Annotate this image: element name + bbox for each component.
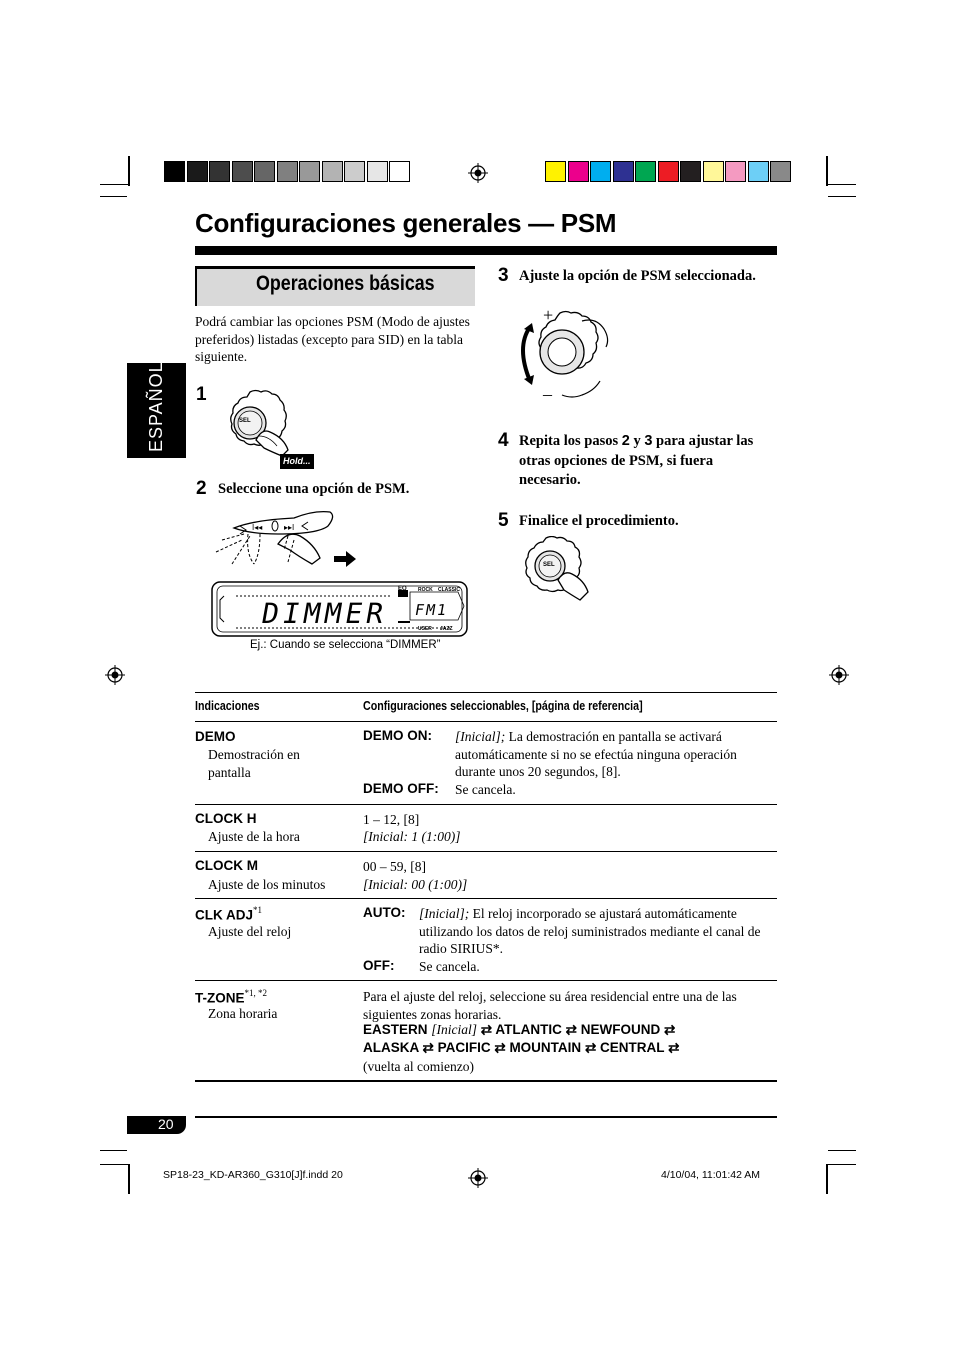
page-footer-rule <box>195 1116 777 1118</box>
step-number: 5 <box>498 510 509 531</box>
timezone-item: ATLANTIC <box>495 1022 562 1037</box>
page-number: 20 <box>158 1116 174 1132</box>
display-band-text: FM1 <box>413 601 450 619</box>
skip-button-illustration <box>208 504 358 576</box>
color-swatch <box>613 161 634 182</box>
color-swatch <box>748 161 769 182</box>
timezone-item: ALASKA <box>363 1040 419 1055</box>
row-value <box>419 905 774 958</box>
table-rule <box>195 804 777 805</box>
step-ref: 2 <box>621 433 630 449</box>
crop-mark <box>826 184 856 185</box>
registration-mark-icon <box>829 665 849 685</box>
display-eq-text: EQ <box>398 586 407 592</box>
crop-mark <box>828 196 856 197</box>
color-swatch <box>322 161 343 182</box>
step-number: 2 <box>196 478 207 499</box>
timezone-sequence-line-1 <box>363 1022 675 1038</box>
step-text: para ajustar las otras opciones de PSM, si fuera necesario. <box>519 433 754 488</box>
timezone-loop-note: (vuelta al comienzo) <box>363 1059 474 1074</box>
svg-text:▸▸I: ▸▸I <box>284 523 295 532</box>
step-number: 1 <box>196 384 207 405</box>
sel-button-label: SEL <box>239 418 251 424</box>
color-swatch <box>187 161 208 182</box>
step-number: 3 <box>498 265 509 286</box>
row-key: DEMO ON: <box>363 728 432 743</box>
footer-timestamp: 4/10/04, 11:01:42 AM <box>661 1169 761 1181</box>
display-user-text: USER <box>418 626 432 632</box>
row-value: Para el ajuste del reloj, seleccione su área residencial entre una de las siguientes zonas horarias. <box>363 989 737 1022</box>
page-number-tab <box>127 1116 186 1134</box>
table-header-configuraciones: Configuraciones seleccionables, [página de referencia] <box>363 698 643 713</box>
svg-text:I◂◂: I◂◂ <box>252 523 263 532</box>
color-swatch <box>367 161 388 182</box>
registration-mark-icon <box>105 665 125 685</box>
timezone-sequence-line-2 <box>363 1040 679 1056</box>
color-swatch <box>299 161 320 182</box>
row-value: 1 – 12, [8] <box>363 812 420 827</box>
display-caption: Ej.: Cuando se selecciona “DIMMER” <box>250 639 441 651</box>
color-swatch <box>725 161 746 182</box>
step-4-text <box>519 432 774 491</box>
timezone-item: EASTERN <box>363 1022 428 1037</box>
row-value: 00 – 59, [8] <box>363 859 426 874</box>
cycle-arrow-icon: ⇄ <box>663 1022 676 1037</box>
timezone-item: MOUNTAIN <box>509 1040 582 1055</box>
row-name-wrap <box>195 905 262 924</box>
row-desc: Zona horaria <box>208 1006 278 1021</box>
crop-mark <box>826 156 828 186</box>
color-swatch <box>635 161 656 182</box>
table-rule <box>195 692 777 693</box>
row-key: AUTO: <box>363 905 406 920</box>
hold-label: Hold... <box>283 456 311 466</box>
table-rule <box>195 721 777 722</box>
timezone-item: CENTRAL <box>600 1040 665 1055</box>
row-desc: Ajuste de los minutos <box>208 877 326 892</box>
crop-mark <box>128 1164 130 1194</box>
table-rule <box>195 851 777 852</box>
crop-mark <box>100 1150 127 1151</box>
color-swatch <box>658 161 679 182</box>
color-swatch <box>545 161 566 182</box>
row-name: CLK ADJ <box>195 907 254 923</box>
page-title: Configuraciones generales — PSM <box>195 208 617 238</box>
row-key: OFF: <box>363 958 395 973</box>
table-rule <box>195 898 777 899</box>
footer-file-name: SP18-23_KD-AR360_G310[J]f.indd 20 <box>163 1169 343 1181</box>
color-swatch <box>770 161 791 182</box>
crop-mark <box>128 156 130 186</box>
intro-paragraph: Podrá cambiar las opciones PSM (Modo de ajustes preferidos) listadas (excepto para SID) en la tabla siguiente. <box>195 314 470 364</box>
cycle-arrow-icon: ⇄ <box>565 1022 577 1037</box>
color-swatch <box>209 161 230 182</box>
timezone-item: PACIFIC <box>437 1040 491 1055</box>
step-text: y <box>629 433 645 449</box>
row-value-text: El reloj incorporado se ajustará automáticamente utilizando los datos de reloj suministrados mediante el canal de radio SIRIUS*. <box>419 906 761 956</box>
color-swatch <box>703 161 724 182</box>
plus-sign: + <box>543 305 554 325</box>
control-dial-illustration <box>510 305 620 405</box>
cycle-arrow-icon: ⇄ <box>480 1022 493 1037</box>
crop-mark <box>826 1164 828 1194</box>
language-tab-label: ESPAÑOL <box>146 361 166 452</box>
minus-sign: – <box>543 384 552 404</box>
step-text: Seleccione una opción de PSM. <box>218 481 410 497</box>
table-rule <box>195 1080 777 1082</box>
title-rule <box>195 246 777 255</box>
crop-mark <box>100 184 130 185</box>
crop-mark <box>100 1164 130 1165</box>
color-swatch <box>344 161 365 182</box>
row-key: DEMO OFF: <box>363 781 439 796</box>
registration-mark-icon <box>468 163 488 183</box>
row-value <box>455 728 765 781</box>
cycle-arrow-icon: ⇄ <box>584 1040 597 1055</box>
step-text: Finalice el procedimiento. <box>519 513 679 529</box>
row-note: *1 <box>253 905 263 915</box>
crop-mark <box>100 196 127 197</box>
sel-button-press-illustration <box>516 536 596 608</box>
color-swatch <box>389 161 410 182</box>
section-title: Operaciones básicas <box>256 272 435 295</box>
row-name: DEMO <box>195 729 236 744</box>
crop-mark <box>828 1150 856 1151</box>
row-name: T-ZONE <box>195 990 245 1006</box>
display-main-text: DIMMER <box>259 597 391 630</box>
row-name: CLOCK M <box>195 858 258 873</box>
row-desc: Ajuste del reloj <box>208 924 292 939</box>
row-value: Se cancela. <box>419 959 480 974</box>
color-swatch <box>164 161 185 182</box>
display-jazz-text: JAZZ <box>440 626 453 632</box>
display-classic-text: CLASSIC <box>438 587 460 593</box>
row-value: Se cancela. <box>455 782 516 797</box>
row-name: CLOCK H <box>195 811 257 826</box>
timezone-initial: [Inicial] <box>431 1022 478 1037</box>
table-header-indicaciones: Indicaciones <box>195 698 260 713</box>
display-rock-text: ROCK <box>418 587 433 593</box>
color-swatch <box>680 161 701 182</box>
step-ref: 3 <box>644 433 653 449</box>
row-value: [Inicial: 00 (1:00)] <box>363 877 468 892</box>
color-swatch <box>568 161 589 182</box>
cycle-arrow-icon: ⇄ <box>422 1040 434 1055</box>
registration-mark-icon <box>468 1168 488 1188</box>
row-desc: Demostración en pantalla <box>208 747 300 780</box>
row-desc: Ajuste de la hora <box>208 829 300 844</box>
row-value-text: La demostración en pantalla se activará automáticamente si no se efectúa ninguna operación durante unos 20 segundos, [8]. <box>455 729 737 779</box>
row-value: [Inicial: 1 (1:00)] <box>363 829 461 844</box>
timezone-item: NEWFOUND <box>580 1022 661 1037</box>
row-value-italic: [Inicial]; <box>419 906 470 921</box>
color-swatch <box>590 161 611 182</box>
sel-button-label: SEL <box>543 562 555 568</box>
step-text: Repita los pasos <box>519 433 622 449</box>
step-number: 4 <box>498 430 509 451</box>
step-text: Ajuste la opción de PSM seleccionada. <box>519 268 756 284</box>
color-swatch <box>277 161 298 182</box>
crop-mark <box>826 1164 856 1165</box>
color-swatch <box>232 161 253 182</box>
row-value-italic: [Inicial]; <box>455 729 506 744</box>
table-rule <box>195 980 777 981</box>
row-note: *1, *2 <box>244 988 267 998</box>
color-swatch <box>254 161 275 182</box>
cycle-arrow-icon: ⇄ <box>668 1040 680 1055</box>
cycle-arrow-icon: ⇄ <box>494 1040 506 1055</box>
